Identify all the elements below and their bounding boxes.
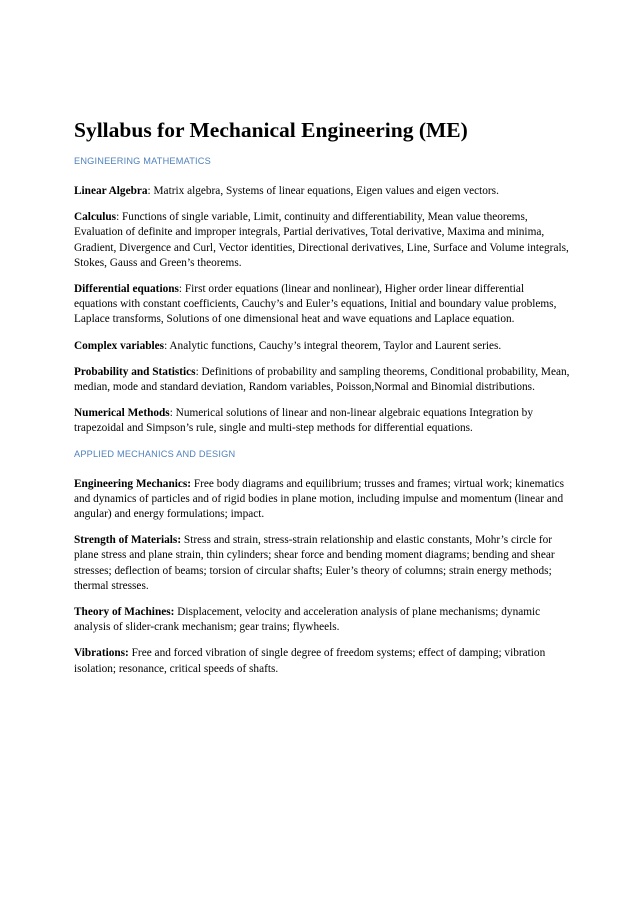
topic-text: Displacement, velocity and acceleration analysis of plane mechanisms; dynamic analysis of slider-crank mechanism; gear trains; flywheels. bbox=[74, 606, 541, 634]
section-engineering-mathematics bbox=[74, 155, 570, 437]
topic-term: Strength of Materials: bbox=[74, 534, 182, 547]
topic-text: Numerical solutions of linear and non-linear algebraic equations Integration by trapezoidal and Simpson’s rule, single and multi-step methods for differential equations. bbox=[74, 407, 533, 435]
topic-text: Analytic functions, Cauchy’s integral theorem, Taylor and Laurent series. bbox=[167, 339, 502, 352]
page-title: Syllabus for Mechanical Engineering (ME) bbox=[74, 118, 468, 142]
topic-term: Numerical Methods bbox=[74, 407, 170, 420]
topic-linear-algebra bbox=[74, 184, 570, 199]
topic-complex-variables bbox=[74, 339, 570, 354]
section-heading: APPLIED MECHANICS AND DESIGN bbox=[74, 448, 236, 459]
topic-text: Functions of single variable, Limit, continuity and differentiability, Mean value theorems, Evaluation of definite and improper integrals, Partial derivatives, Total derivative, Maxima and minima, Gradient, Divergence and Curl, Vector identities, Directional derivatives, Line, Surface and Volume integrals, Stokes, Gauss and Green’s theorems. bbox=[74, 211, 569, 269]
topic-separator: : bbox=[147, 185, 151, 197]
topic-term: Theory of Machines: bbox=[74, 606, 175, 619]
topic-numerical-methods bbox=[74, 406, 570, 436]
topic-term: Linear Algebra bbox=[74, 185, 148, 197]
topic-text: Definitions of probability and sampling theorems, Conditional probability, Mean, median, mode and standard deviation, Random variables, Poisson,Normal and Binomial distributions. bbox=[74, 365, 570, 394]
topic-text: Stress and strain, stress-strain relationship and elastic constants, Mohr’s circle for plane stress and plane strain, thin cylinders; shear force and bending moment diagrams; bending and shear stresses; deflection of beams; torsion of circular shafts; Euler’s theory of columns; strain energy methods; thermal stresses. bbox=[74, 534, 555, 592]
topic-term: Engineering Mechanics: bbox=[74, 477, 192, 490]
topic-term: Calculus bbox=[74, 211, 117, 224]
topic-term: Vibrations: bbox=[74, 647, 129, 660]
topic-text: Free and forced vibration of single degree of freedom systems; effect of damping; vibration isolation; resonance, critical speeds of shafts. bbox=[74, 647, 546, 675]
topic-engineering-mechanics bbox=[74, 477, 570, 523]
topic-text: Free body diagrams and equilibrium; trusses and frames; virtual work; kinematics and dynamics of particles and of rigid bodies in plane motion, including impulse and momentum (linear and angular) and energy formulations; impact. bbox=[74, 477, 565, 521]
document-page bbox=[74, 117, 570, 691]
topic-term: Differential equations bbox=[74, 283, 179, 296]
topic-vibrations bbox=[74, 646, 570, 676]
topic-term: Probability and Statistics bbox=[74, 365, 196, 378]
section-applied-mechanics-design bbox=[74, 448, 570, 677]
topic-separator: : bbox=[195, 365, 199, 378]
topic-text: First order equations (linear and nonlinear), Higher order linear differential equations with constant coefficients, Cauchy’s and Euler’s equations, Initial and boundary value problems, Laplace transforms, Solutions of one dimensional heat and wave equations and Laplace equation. bbox=[74, 283, 557, 326]
topic-calculus bbox=[74, 210, 570, 271]
topic-theory-of-machines bbox=[74, 605, 570, 635]
topic-probability-statistics bbox=[74, 365, 570, 395]
topic-text: Matrix algebra, Systems of linear equations, Eigen values and eigen vectors. bbox=[150, 185, 499, 197]
topic-separator: : bbox=[178, 283, 183, 296]
topic-separator: : bbox=[169, 407, 173, 420]
topic-separator: : bbox=[164, 339, 168, 352]
topic-separator: : bbox=[116, 211, 120, 224]
section-heading: ENGINEERING MATHEMATICS bbox=[74, 156, 211, 166]
topic-strength-of-materials bbox=[74, 533, 570, 594]
topic-differential-equations bbox=[74, 282, 570, 328]
topic-term: Complex variables bbox=[74, 339, 165, 352]
